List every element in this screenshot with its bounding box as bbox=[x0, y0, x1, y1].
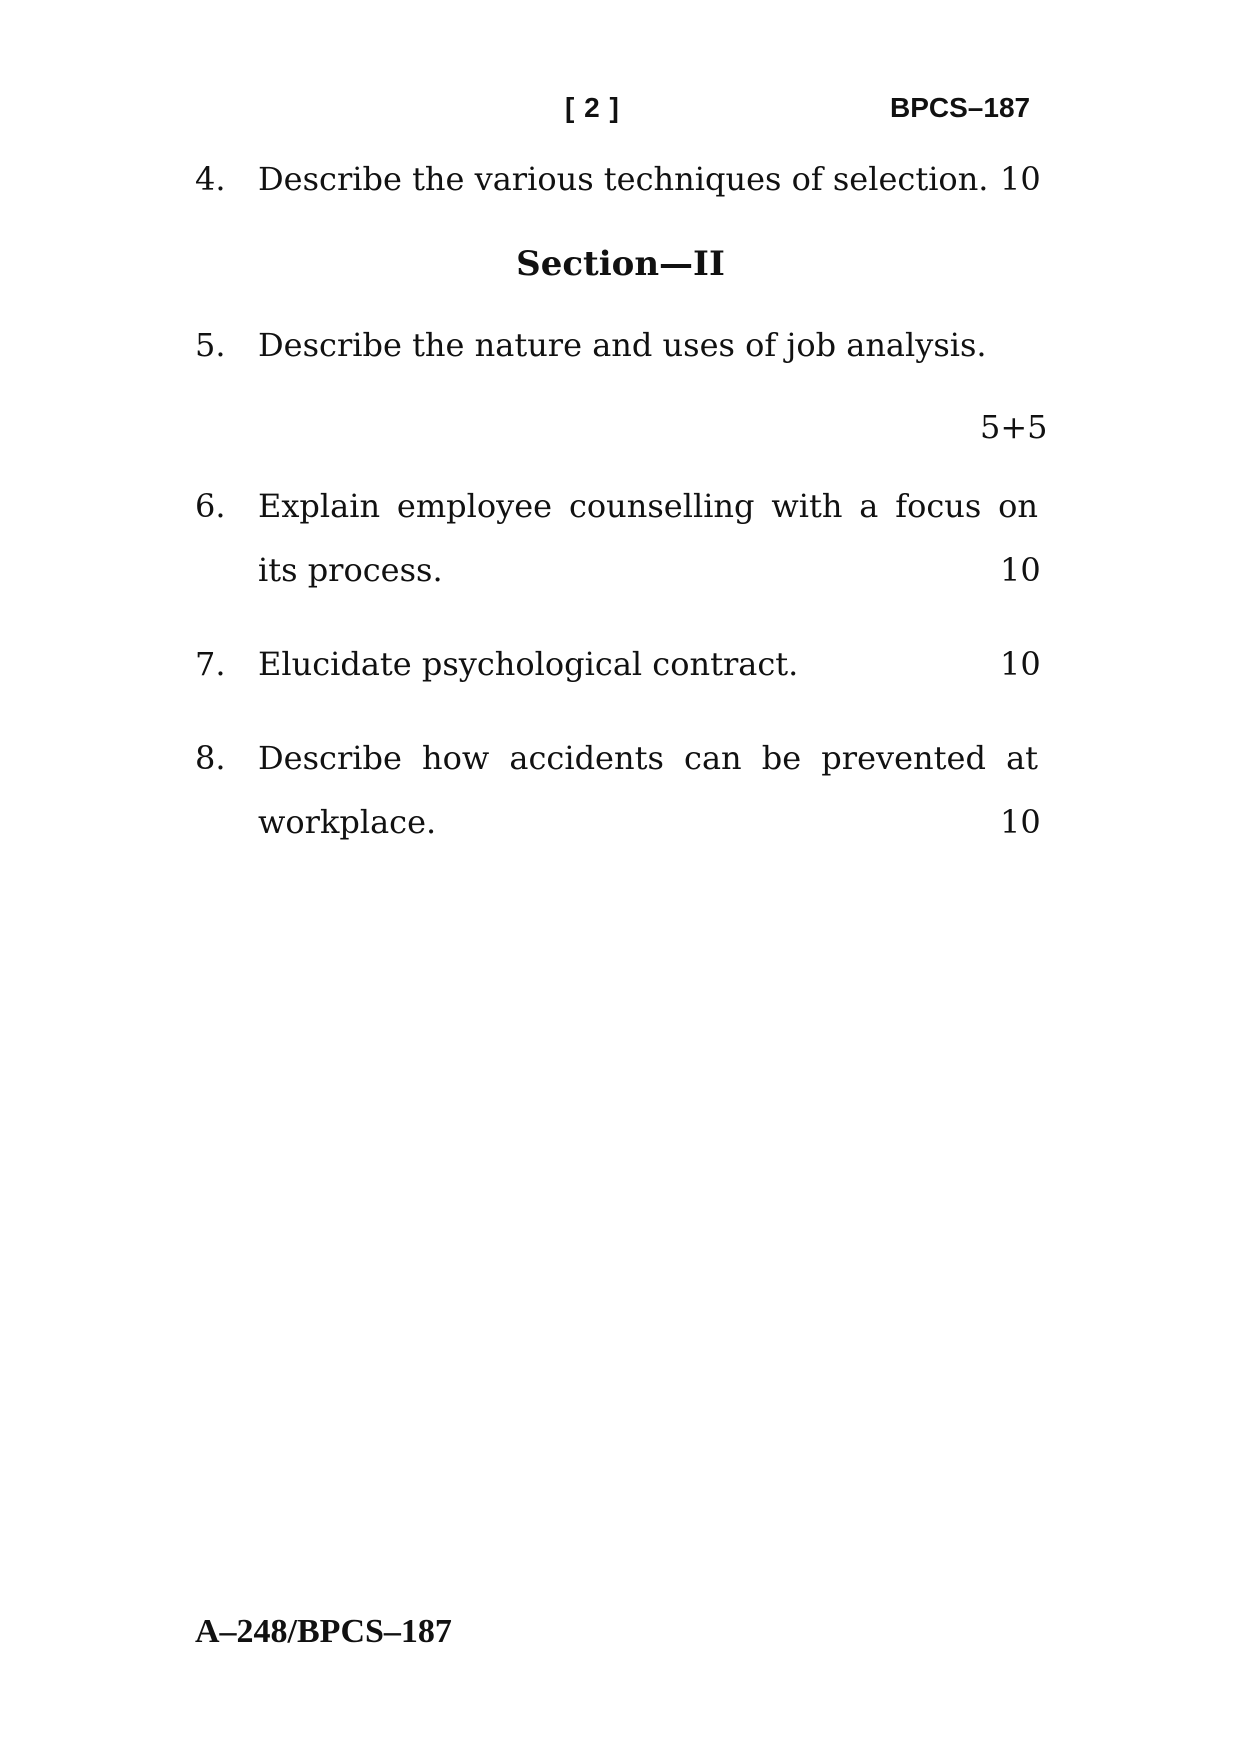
question-text-line-2: workplace. bbox=[258, 803, 437, 841]
page-number: [ 2 ] bbox=[565, 92, 620, 123]
footer-paper-code: A–248/BPCS–187 bbox=[195, 1613, 452, 1650]
question-text: Describe the nature and uses of job analysis. bbox=[258, 326, 987, 364]
question-marks: 10 bbox=[1000, 551, 1041, 589]
question-marks: 10 bbox=[1000, 160, 1041, 198]
question-number: 8. bbox=[195, 739, 226, 777]
question-marks: 10 bbox=[1000, 803, 1041, 841]
question-number: 4. bbox=[195, 160, 226, 198]
question-text-line-1: Explain employee counselling with a focus on bbox=[258, 487, 1038, 525]
question-number: 6. bbox=[195, 487, 226, 525]
question-text: Elucidate psychological contract. bbox=[258, 645, 799, 683]
section-heading: Section—II bbox=[516, 244, 725, 284]
question-text-line-2: its process. bbox=[258, 551, 443, 589]
question-marks: 5+5 bbox=[980, 408, 1048, 446]
question-text: Describe the various techniques of selection. bbox=[258, 160, 989, 198]
question-text-line-1: Describe how accidents can be prevented at bbox=[258, 739, 1038, 777]
paper-code-header: BPCS–187 bbox=[890, 92, 1031, 123]
question-number: 5. bbox=[195, 326, 226, 364]
question-number: 7. bbox=[195, 645, 226, 683]
question-marks: 10 bbox=[1000, 645, 1041, 683]
